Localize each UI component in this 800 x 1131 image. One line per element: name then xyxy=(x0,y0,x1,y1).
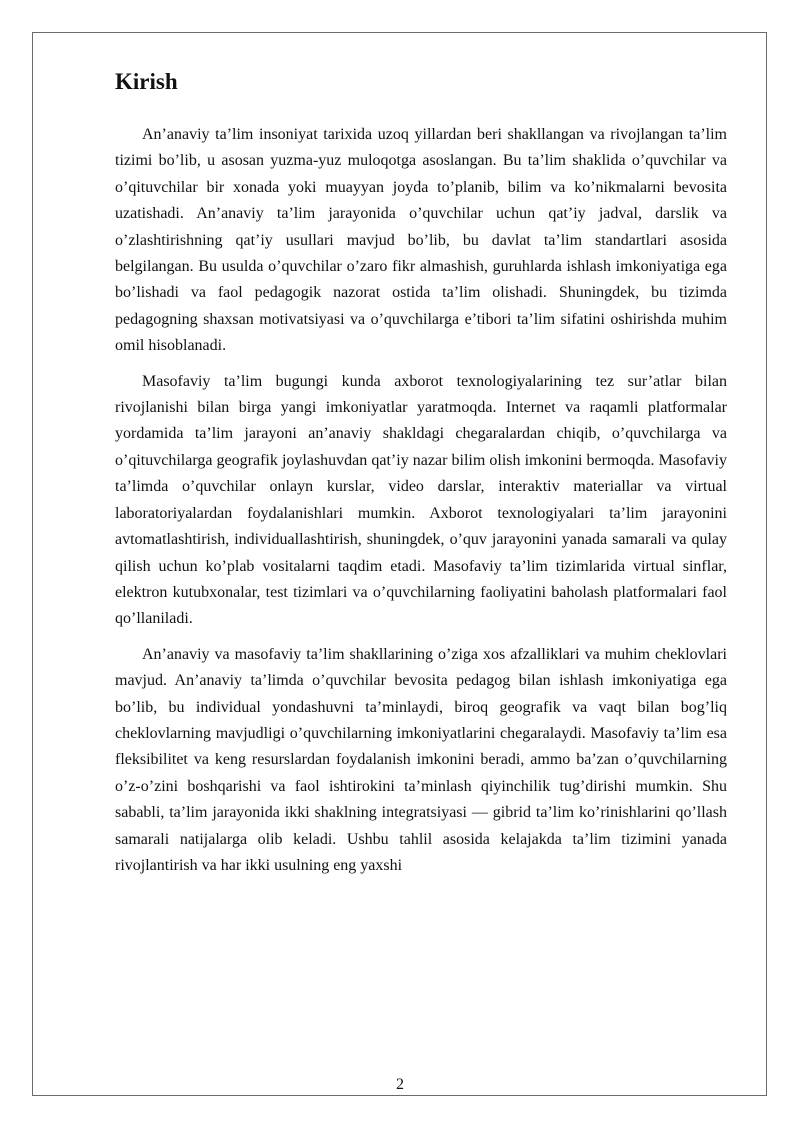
paragraph-traditional-education: An’anaviy ta’lim insoniyat tarixida uzoq yillardan beri shakllangan va rivojlangan ta’lim tizimi bo’lib, u asosan yuzma-yuz muloqotga asoslangan. Bu ta’lim shaklida o’quvchilar va o’qituvchilar bir xonada yoki muayyan joyda to’planib, bilim va ko’nikmalarni bevosita uzatishadi. An’anaviy ta’lim jarayonida o’quvchilar uchun qat’iy jadval, darslik va o’zlashtirishning qat’iy usullari mavjud bo’lib, bu davlat ta’lim standartlari asosida belgilangan. Bu usulda o’quvchilar o’zaro fikr almashish, guruhlarda ishlash imkoniyatiga ega bo’lishadi va faol pedagogik nazorat ostida ta’lim olishadi. Shuningdek, bu tizimda pedagogning shaxsan motivatsiyasi va o’quvchilarga e’tibori ta’lim sifatini oshirishda muhim omil hisoblanadi. xyxy=(115,126,727,355)
document-body xyxy=(115,64,727,888)
paragraph-comparison: An’anaviy va masofaviy ta’lim shakllarining o’ziga xos afzalliklari va muhim cheklovlari mavjud. An’anaviy ta’limda o’quvchilar bevosita pedagog bilan ishlash imkoniyatiga ega bo’lib, bu individual yondashuvni ta’minlaydi, biroq geografik va vaqt bilan bog’liq cheklovlarning mavjudligi o’quvchilarning imkoniyatlarini chegaralaydi. Masofaviy ta’lim esa fleksibilitet va keng resurslardan foydalanish imkonini beradi, ammo ba’zan o’quvchilarning o’z-o’zini boshqarishi va faol ishtirokini ta’minlash qiyinchilik tug’dirishi mumkin. Shu sababli, ta’lim jarayonida ikki shaklning integratsiyasi — gibrid ta’lim ko’rinishlarini qo’llash samarali natijalarga olib keladi. Ushbu tahlil asosida kelajakda ta’lim tizimini yanada rivojlantirish va har ikki usulning eng yaxshi xyxy=(115,645,727,874)
section-heading: Kirish xyxy=(115,69,178,94)
paragraph-distance-education: Masofaviy ta’lim bugungi kunda axborot texnologiyalarining tez sur’atlar bilan rivojlanishi bilan birga yangi imkoniyatlar yaratmoqda. Internet va raqamli platformalar yordamida ta’lim jarayoni an’anaviy shakldagi chegaralardan chiqib, o’quvchilarga va o’qituvchilarga geografik joylashuvdan qat’iy nazar bilim olish imkonini bermoqda. Masofaviy ta’limda o’quvchilar onlayn kurslar, video darslar, interaktiv materiallar va virtual laboratoriyalardan foydalanishlari mumkin. Axborot texnologiyalari ta’lim jarayonini avtomatlashtirish, individuallashtirish, shuningdek, o’quv jarayonini yanada samarali va qulay qilish uchun ko’plab vositalarni taqdim etadi. Masofaviy ta’lim tizimlarida virtual sinflar, elektron kutubxonalar, test tizimlari va o’quvchilarning faoliyatini baholash platformalari faol qo’llaniladi. xyxy=(115,372,727,628)
page-number: 2 xyxy=(396,1076,404,1093)
